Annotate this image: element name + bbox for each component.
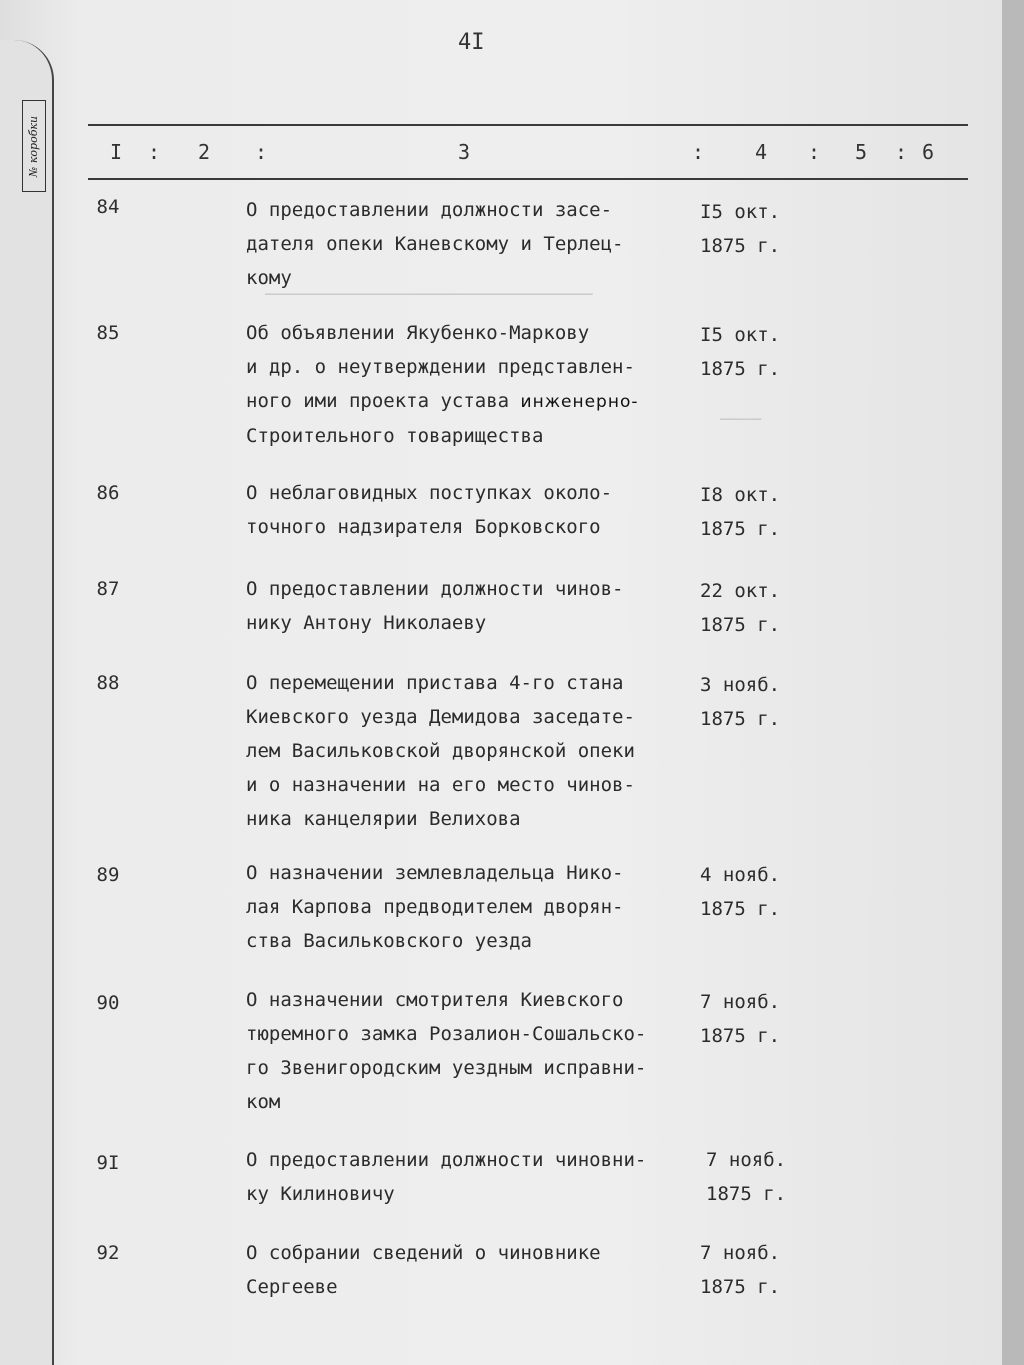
column-separator: : [148, 140, 161, 164]
entry-description: О перемещении пристава 4-го стана Киевского уезда Демидова заседате- лем Васильковской дворянской опеки и о назначении на его место чинов- ника канцелярии Велихова [246, 672, 635, 830]
entry-description: О предоставлении должности засе- дателя опеки Каневскому и Терлец- кому [246, 199, 624, 289]
column-header-5: 5 [855, 140, 868, 164]
header-rule-bottom [88, 178, 968, 180]
entry-date: 22 окт. 1875 г. [700, 580, 781, 636]
column-header-4: 4 [755, 140, 768, 164]
entry-date: 7 нояб. 1875 г. [700, 1242, 781, 1298]
page-number: 4I [458, 30, 485, 55]
column-header-1: I [110, 140, 123, 164]
column-header-6: 6 [922, 140, 935, 164]
entry-number: 88 [96, 672, 120, 694]
entry-description: О назначении землевладельца Нико- лая Карпова предводителем дворян- ства Васильковского уезда [246, 862, 624, 952]
entry-description: О предоставлении должности чинов- нику Антону Николаеву [246, 578, 624, 634]
binder-label: № коробки [27, 115, 41, 177]
entry-number: 90 [96, 992, 120, 1014]
binder-label-box [22, 100, 46, 192]
entry-number: 84 [96, 196, 120, 218]
entry-description: О предоставлении должности чиновни- ку Килиновичу [246, 1149, 647, 1205]
column-separator: : [255, 140, 268, 164]
entry-description: О собрании сведений о чиновнике Сергееве [246, 1242, 601, 1298]
entry-description: О неблаговидных поступках околo- точного надзирателя Борковского [246, 482, 613, 538]
handwritten-insertion: инженерно- [520, 392, 639, 412]
entry-date: 3 нояб. 1875 г. [700, 674, 781, 730]
entry-date: 4 нояб. 1875 г. [700, 864, 781, 920]
entry-description: Об объявлении Якубенко-Маркову и др. о неутверждении представлен- ного ими проекта устава инженерно- Строительного товарищества [246, 322, 639, 447]
entry-description: О назначении смотрителя Киевского тюремного замка Розалион-Сошальско- го Звенигородским уездным исправни- ком [246, 989, 647, 1113]
entry-date: I8 окт. 1875 г. [700, 484, 781, 540]
entry-number: 85 [96, 322, 120, 344]
entry-number: 89 [96, 864, 120, 886]
bleed-through: ──── [720, 410, 761, 430]
entry-date: I5 окт. 1875 г. [700, 201, 781, 257]
entry-number: 9I [96, 1152, 120, 1174]
entry-number: 86 [96, 482, 120, 504]
column-separator: : [692, 140, 705, 164]
column-header-2: 2 [198, 140, 211, 164]
header-rule-top [88, 124, 968, 126]
entry-date: I5 окт. 1875 г. [700, 324, 781, 380]
entry-date: 7 нояб. 1875 г. [706, 1149, 787, 1205]
entry-date: 7 нояб. 1875 г. [700, 991, 781, 1047]
binder-flap [0, 40, 54, 1365]
column-header-3: 3 [458, 140, 471, 164]
column-separator: : [808, 140, 821, 164]
entry-number: 92 [96, 1242, 120, 1264]
page-edge [1002, 0, 1024, 1365]
entry-number: 87 [96, 578, 120, 600]
column-separator: : [895, 140, 908, 164]
bleed-through: ──────────────────────────────── [265, 285, 593, 305]
